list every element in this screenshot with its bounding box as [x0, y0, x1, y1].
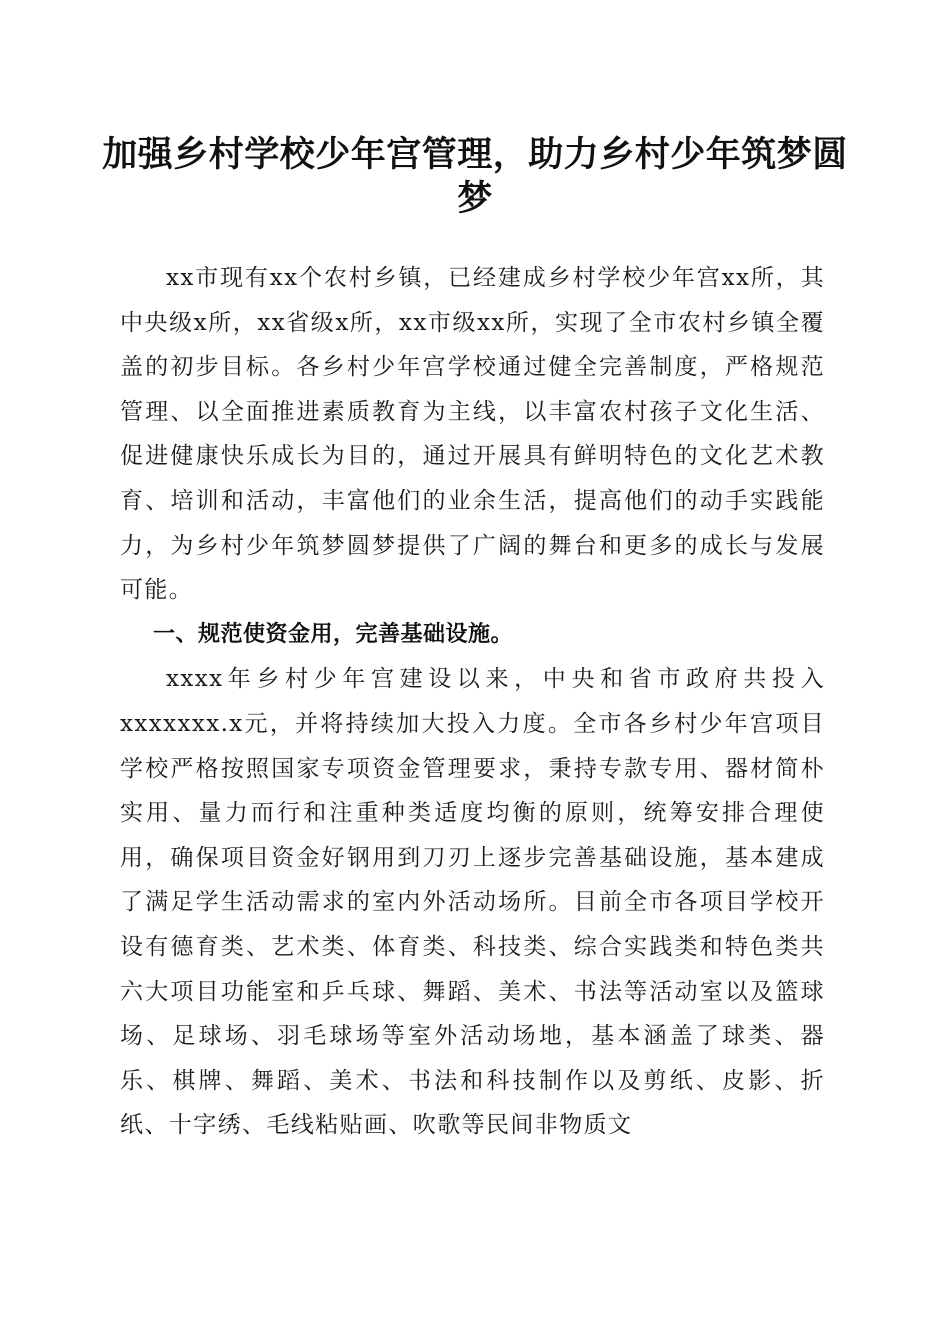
section-heading: 一、规范使资金用，完善基础设施。 [153, 621, 514, 647]
document-body [120, 256, 825, 1148]
funding-paragraph: xxxx年乡村少年宫建设以来，中央和省市政府共投入xxxxxxx.x元，并将持续加大投入力度。全市各乡村少年宫项目学校严格按照国家专项资金管理要求，秉持专款专用、器材简朴实用、量力而行和注重种类适度均衡的原则，统筹安排合理使用，确保项目资金好钢用到刀刃上逐步完善基础设施，基本建成了满足学生活动需求的室内外活动场所。目前全市各项目学校开设有德育类、艺术类、体育类、科技类、综合实践类和特色类共六大项目功能室和乒乓球、舞蹈、美术、书法等活动室以及篮球场、足球场、羽毛球场等室外活动场地，基本涵盖了球类、器乐、棋牌、舞蹈、美术、书法和科技制作以及剪纸、皮影、折纸、十字绣、毛线粘贴画、吹歌等民间非物质文 [120, 666, 825, 1139]
intro-paragraph: xx市现有xx个农村乡镇，已经建成乡村学校少年宫xx所，其中央级x所，xx省级x所，xx市级xx所，实现了全市农村乡镇全覆盖的初步目标。各乡村少年宫学校通过健全完善制度，严格规范管理、以全面推进素质教育为主线，以丰富农村孩子文化生活、促进健康快乐成长为目的，通过开展具有鲜明特色的文化艺术教育、培训和活动，丰富他们的业余生活，提高他们的动手实践能力，为乡村少年筑梦圆梦提供了广阔的舞台和更多的成长与发展可能。 [120, 265, 825, 604]
document-title: 加强乡村学校少年宫管理，助力乡村少年筑梦圆梦 [102, 134, 848, 219]
